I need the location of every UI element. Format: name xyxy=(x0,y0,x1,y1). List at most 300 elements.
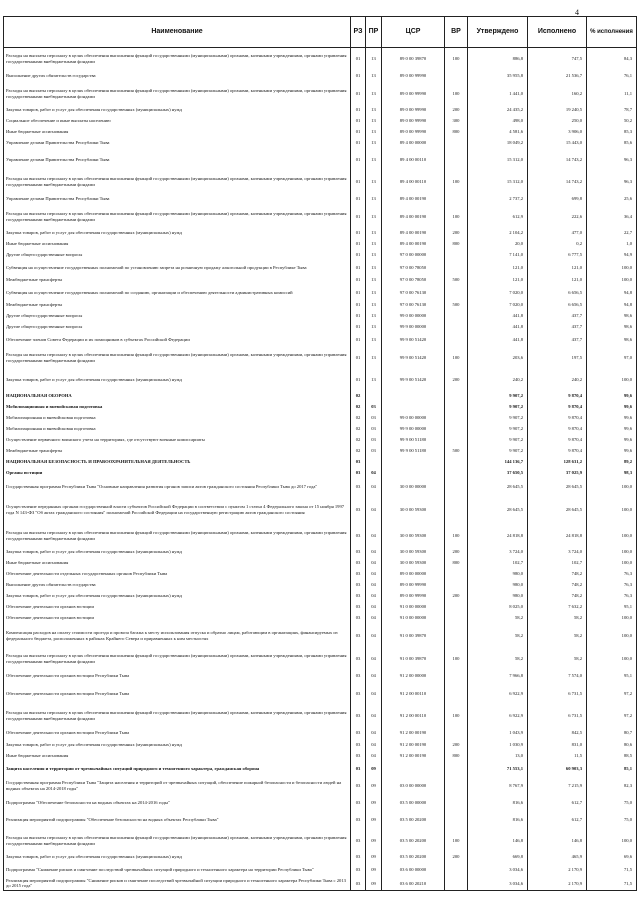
cell-approved: 886,8 xyxy=(468,48,528,70)
cell-executed: 58,2 xyxy=(528,648,587,670)
cell-csr: 03 0 00 00000 xyxy=(382,776,445,796)
cell-csr: 99 9 00 51420 xyxy=(382,333,445,347)
cell-approved: 9 907,2 xyxy=(468,413,528,424)
cell-percent: 22,7 xyxy=(587,228,637,239)
cell-rz: 03 xyxy=(351,602,366,613)
cell-vr xyxy=(445,613,468,624)
cell-percent: 84,3 xyxy=(587,48,637,70)
cell-percent: 11,1 xyxy=(587,83,637,105)
table-row xyxy=(4,796,637,810)
table-row xyxy=(4,171,637,193)
cell-name: НАЦИОНАЛЬНАЯ БЕЗОПАСНОСТЬ И ПРАВООХРАНИТЕЛЬНАЯ ДЕЯТЕЛЬНОСТЬ xyxy=(4,457,351,468)
cell-approved: 1 043,9 xyxy=(468,727,528,740)
table-row xyxy=(4,591,637,602)
cell-approved: 816,6 xyxy=(468,796,528,810)
cell-vr xyxy=(445,762,468,776)
cell-rz: 03 xyxy=(351,624,366,648)
cell-name: Компенсация расходов на оплату стоимости проезда и провоза багажа к месту использования отпуска и обратно лицам, работающим в организациях, финансируемых из федерального бюджета, расположенных в районах Крайнего Севера и приравненных к ним местностях xyxy=(4,624,351,648)
cell-vr xyxy=(445,250,468,261)
cell-name: Государственная программа Республики Тыва "Защита населения и территорий от чрезвычайных ситуаций, обеспечение пожарной безопасности и безопасности людей на водных объектах на 2014-2018 годы" xyxy=(4,776,351,796)
table-row xyxy=(4,479,637,495)
table-row xyxy=(4,468,637,479)
cell-vr xyxy=(445,877,468,891)
cell-vr xyxy=(445,322,468,333)
cell-name: Обеспечение деятельности органов юстиции xyxy=(4,602,351,613)
cell-vr: 200 xyxy=(445,852,468,863)
cell-rz: 01 xyxy=(351,171,366,193)
table-row xyxy=(4,877,637,891)
table-row xyxy=(4,863,637,877)
cell-approved: 3 034,6 xyxy=(468,877,528,891)
cell-executed: 3 724,0 xyxy=(528,547,587,558)
table-row xyxy=(4,250,637,261)
cell-pr: 09 xyxy=(366,852,382,863)
table-row xyxy=(4,705,637,727)
cell-pr: 09 xyxy=(366,796,382,810)
cell-vr xyxy=(445,602,468,613)
cell-name: Социальное обеспечение и иные выплаты населению xyxy=(4,116,351,127)
cell-approved: 498,0 xyxy=(468,116,528,127)
cell-csr: 91 2 00 00190 xyxy=(382,740,445,751)
table-row xyxy=(4,830,637,852)
cell-percent: 98,6 xyxy=(587,333,637,347)
table-row xyxy=(4,569,637,580)
cell-executed: 37 025,9 xyxy=(528,468,587,479)
cell-percent: 94,8 xyxy=(587,300,637,311)
header-name: Наименование xyxy=(4,17,351,48)
cell-pr: 03 xyxy=(366,435,382,446)
cell-rz: 03 xyxy=(351,762,366,776)
cell-percent: 25,6 xyxy=(587,193,637,206)
cell-approved: 1 441,0 xyxy=(468,83,528,105)
cell-pr: 04 xyxy=(366,580,382,591)
cell-vr: 100 xyxy=(445,206,468,228)
table-row xyxy=(4,261,637,275)
table-row xyxy=(4,495,637,525)
header-approved: Утверждено xyxy=(468,17,528,48)
cell-rz: 01 xyxy=(351,250,366,261)
cell-csr: 91 0 00 39870 xyxy=(382,648,445,670)
cell-pr: 13 xyxy=(366,239,382,250)
cell-name: Расходы на выплаты персоналу в целях обеспечения выполнения функций государственными (муниципальными) органами, казенными учреждениями, органами управления государственными внебюджетными фондами xyxy=(4,648,351,670)
cell-approved: 18 049,2 xyxy=(468,138,528,149)
cell-percent: 97,2 xyxy=(587,705,637,727)
cell-name: Государственная программа Республики Тыва "Основные направления развития органов записи актов гражданского состояния Республики Тыва до 2017 года" xyxy=(4,479,351,495)
cell-executed: 14 743,2 xyxy=(528,149,587,171)
cell-vr: 100 xyxy=(445,525,468,547)
cell-percent: 76,3 xyxy=(587,591,637,602)
cell-vr xyxy=(445,580,468,591)
cell-csr: 97 0 00 78050 xyxy=(382,261,445,275)
cell-vr: 100 xyxy=(445,48,468,70)
cell-executed: 3 906,0 xyxy=(528,127,587,138)
cell-approved: 816,6 xyxy=(468,810,528,830)
cell-rz: 03 xyxy=(351,796,366,810)
cell-csr: 89 0 00 99990 xyxy=(382,83,445,105)
table-row xyxy=(4,776,637,796)
cell-percent: 76,1 xyxy=(587,70,637,83)
cell-executed: 102,7 xyxy=(528,558,587,569)
cell-percent: 97,2 xyxy=(587,683,637,705)
cell-percent: 89,2 xyxy=(587,457,637,468)
cell-vr xyxy=(445,569,468,580)
cell-vr xyxy=(445,727,468,740)
cell-approved: 612,9 xyxy=(468,206,528,228)
table-row xyxy=(4,239,637,250)
cell-rz: 01 xyxy=(351,127,366,138)
cell-rz: 01 xyxy=(351,347,366,369)
cell-approved: 2 737,2 xyxy=(468,193,528,206)
cell-percent: 100,0 xyxy=(587,479,637,495)
table-row xyxy=(4,558,637,569)
cell-approved: 3 034,6 xyxy=(468,863,528,877)
cell-pr: 04 xyxy=(366,468,382,479)
cell-percent: 98,6 xyxy=(587,322,637,333)
cell-percent: 71,5 xyxy=(587,863,637,877)
cell-csr: 89 0 00 39870 xyxy=(382,48,445,70)
cell-csr: 03 5 00 00000 xyxy=(382,796,445,810)
cell-name: Расходы на выплаты персоналу в целях обеспечения выполнения функций государственными (муниципальными) органами, казенными учреждениями, органами управления государственными внебюджетными фондами xyxy=(4,705,351,727)
cell-pr: 13 xyxy=(366,261,382,275)
cell-executed: 748,2 xyxy=(528,569,587,580)
cell-name: Защита населения и территории от чрезвычайных ситуаций природного и техногенного характера, гражданская оборона xyxy=(4,762,351,776)
cell-name: Расходы на выплаты персоналу в целях обеспечения выполнения функций государственными (муниципальными) органами, казенными учреждениями, органами управления государственными внебюджетными фондами xyxy=(4,347,351,369)
cell-name: Межбюджетные трансферты xyxy=(4,446,351,457)
cell-rz: 03 xyxy=(351,468,366,479)
cell-pr: 03 xyxy=(366,424,382,435)
table-row xyxy=(4,762,637,776)
cell-csr: 97 0 00 00000 xyxy=(382,250,445,261)
cell-rz: 03 xyxy=(351,648,366,670)
table-row xyxy=(4,457,637,468)
cell-approved: 144 136,7 xyxy=(468,457,528,468)
cell-name: Обеспечение деятельности органов юстиции Республики Тыва xyxy=(4,683,351,705)
cell-csr: 99 9 00 51180 xyxy=(382,446,445,457)
table-row xyxy=(4,424,637,435)
table-row xyxy=(4,413,637,424)
cell-executed: 6 731,5 xyxy=(528,683,587,705)
cell-name: Подпрограмма "Обеспечение безопасности на водных объектах на 2014-2016 годы" xyxy=(4,796,351,810)
cell-pr: 13 xyxy=(366,369,382,391)
cell-percent: 100,0 xyxy=(587,624,637,648)
cell-executed: 437,7 xyxy=(528,333,587,347)
cell-rz: 02 xyxy=(351,424,366,435)
cell-name: Мобилизационная и вневойсковая подготовка xyxy=(4,413,351,424)
cell-name: Реализация мероприятий подпрограммы "Снижение рисков и смягчение последствий чрезвычайной ситуации природного и техногенного характера Республики Тыва с 2013 до 2015 года" xyxy=(4,877,351,891)
cell-executed: 28 645,5 xyxy=(528,495,587,525)
cell-name: Реализация мероприятий подпрограммы "Обеспечение безопасности на водных объектах Республики Тыва" xyxy=(4,810,351,830)
cell-name: Управление делами Правительства Республики Тыва xyxy=(4,149,351,171)
cell-pr: 04 xyxy=(366,591,382,602)
cell-approved: 3 724,0 xyxy=(468,547,528,558)
cell-rz: 01 xyxy=(351,116,366,127)
cell-vr xyxy=(445,495,468,525)
cell-executed: 7 215,9 xyxy=(528,776,587,796)
cell-percent: 99,6 xyxy=(587,435,637,446)
cell-rz: 03 xyxy=(351,810,366,830)
cell-csr: 30 0 00 00000 xyxy=(382,479,445,495)
cell-rz: 01 xyxy=(351,70,366,83)
cell-executed: 437,7 xyxy=(528,311,587,322)
cell-name: Субвенция на осуществление государственных полномочий по созданию, организации и обеспечению деятельности административных комиссий xyxy=(4,286,351,300)
cell-vr: 100 xyxy=(445,83,468,105)
cell-executed: 477,0 xyxy=(528,228,587,239)
cell-approved: 121,0 xyxy=(468,275,528,286)
cell-vr xyxy=(445,810,468,830)
cell-percent: 100,0 xyxy=(587,547,637,558)
cell-pr: 04 xyxy=(366,479,382,495)
cell-name: Закупка товаров, работ и услуг для обеспечения государственных (муниципальных) нужд xyxy=(4,852,351,863)
cell-name: Иные бюджетные ассигнования xyxy=(4,127,351,138)
cell-approved: 980,0 xyxy=(468,591,528,602)
cell-approved: 2 104,2 xyxy=(468,228,528,239)
cell-pr: 13 xyxy=(366,149,382,171)
cell-rz: 01 xyxy=(351,261,366,275)
cell-rz: 03 xyxy=(351,776,366,796)
cell-rz: 03 xyxy=(351,852,366,863)
cell-name: Иные бюджетные ассигнования xyxy=(4,558,351,569)
cell-vr: 500 xyxy=(445,300,468,311)
cell-rz: 01 xyxy=(351,300,366,311)
cell-vr: 100 xyxy=(445,347,468,369)
cell-pr: 04 xyxy=(366,648,382,670)
cell-vr xyxy=(445,457,468,468)
table-row xyxy=(4,83,637,105)
cell-rz: 03 xyxy=(351,558,366,569)
table-row xyxy=(4,322,637,333)
cell-executed: 121,0 xyxy=(528,261,587,275)
table-row xyxy=(4,70,637,83)
cell-csr: 03 5 00 20200 xyxy=(382,810,445,830)
cell-vr xyxy=(445,683,468,705)
cell-percent: 96,3 xyxy=(587,149,637,171)
cell-csr: 97 0 00 78050 xyxy=(382,275,445,286)
cell-vr xyxy=(445,333,468,347)
table-row xyxy=(4,670,637,683)
cell-executed: 831,0 xyxy=(528,740,587,751)
cell-percent: 94,8 xyxy=(587,286,637,300)
cell-executed: 14 743,2 xyxy=(528,171,587,193)
cell-rz: 01 xyxy=(351,105,366,116)
cell-csr: 99 9 00 51420 xyxy=(382,347,445,369)
table-row xyxy=(4,116,637,127)
cell-percent: 88,5 xyxy=(587,751,637,762)
cell-name: Иные бюджетные ассигнования xyxy=(4,239,351,250)
cell-csr: 89 4 00 00110 xyxy=(382,149,445,171)
cell-csr: 89 0 00 99990 xyxy=(382,70,445,83)
cell-executed: 612,7 xyxy=(528,796,587,810)
cell-percent: 96,3 xyxy=(587,171,637,193)
cell-rz: 02 xyxy=(351,446,366,457)
cell-approved: 58,2 xyxy=(468,648,528,670)
cell-percent: 100,0 xyxy=(587,558,637,569)
cell-rz: 01 xyxy=(351,149,366,171)
cell-rz: 01 xyxy=(351,48,366,70)
cell-approved: 15 312,0 xyxy=(468,149,528,171)
cell-name: Межбюджетные трансферты xyxy=(4,300,351,311)
cell-vr xyxy=(445,413,468,424)
cell-pr: 13 xyxy=(366,83,382,105)
table-row xyxy=(4,333,637,347)
cell-csr: 89 0 00 99990 xyxy=(382,116,445,127)
cell-pr: 04 xyxy=(366,558,382,569)
cell-csr: 91 2 00 00190 xyxy=(382,727,445,740)
cell-percent: 100,0 xyxy=(587,613,637,624)
cell-csr: 30 0 00 59300 xyxy=(382,547,445,558)
cell-pr: 13 xyxy=(366,193,382,206)
header-pr: ПР xyxy=(366,17,382,48)
cell-csr: 91 0 00 00000 xyxy=(382,613,445,624)
cell-executed: 465,9 xyxy=(528,852,587,863)
cell-vr: 100 xyxy=(445,171,468,193)
cell-approved: 9 907,2 xyxy=(468,402,528,413)
cell-pr: 13 xyxy=(366,311,382,322)
cell-executed: 15 443,0 xyxy=(528,138,587,149)
table-row xyxy=(4,602,637,613)
cell-vr: 100 xyxy=(445,648,468,670)
cell-pr: 13 xyxy=(366,322,382,333)
cell-csr: 97 0 00 76130 xyxy=(382,300,445,311)
cell-csr xyxy=(382,391,445,402)
cell-rz: 02 xyxy=(351,413,366,424)
cell-rz: 03 xyxy=(351,705,366,727)
cell-rz: 03 xyxy=(351,751,366,762)
cell-csr: 30 0 00 59300 xyxy=(382,495,445,525)
cell-vr xyxy=(445,286,468,300)
cell-pr: 09 xyxy=(366,810,382,830)
cell-approved: 7 966,8 xyxy=(468,670,528,683)
table-row xyxy=(4,435,637,446)
cell-pr: 03 xyxy=(366,413,382,424)
cell-csr: 99 9 00 51420 xyxy=(382,369,445,391)
cell-vr: 800 xyxy=(445,751,468,762)
cell-name: Иные бюджетные ассигнования xyxy=(4,751,351,762)
cell-csr: 89 0 00 99990 xyxy=(382,127,445,138)
cell-rz: 03 xyxy=(351,525,366,547)
cell-csr: 99 9 00 00000 xyxy=(382,322,445,333)
cell-vr xyxy=(445,479,468,495)
cell-name: Выполнение других обязательств государства xyxy=(4,70,351,83)
cell-pr: 09 xyxy=(366,776,382,796)
page-number: 4 xyxy=(575,8,579,17)
cell-name: НАЦИОНАЛЬНАЯ ОБОРОНА xyxy=(4,391,351,402)
cell-name: Обеспечение деятельности органов юстиции Республики Тыва xyxy=(4,670,351,683)
cell-vr xyxy=(445,261,468,275)
cell-name: Другие общегосударственные вопросы xyxy=(4,311,351,322)
cell-pr: 04 xyxy=(366,727,382,740)
cell-executed: 699,8 xyxy=(528,193,587,206)
cell-vr: 300 xyxy=(445,116,468,127)
cell-rz: 03 xyxy=(351,863,366,877)
table-header-row xyxy=(4,17,637,48)
cell-percent: 100,0 xyxy=(587,525,637,547)
cell-pr: 04 xyxy=(366,495,382,525)
cell-executed: 60 903,3 xyxy=(528,762,587,776)
cell-percent: 100,0 xyxy=(587,648,637,670)
cell-approved: 203,6 xyxy=(468,347,528,369)
cell-vr: 100 xyxy=(445,830,468,852)
cell-executed: 0,2 xyxy=(528,239,587,250)
cell-csr: 91 2 00 00110 xyxy=(382,683,445,705)
cell-rz: 03 xyxy=(351,457,366,468)
cell-name: Управление делами Правительства Республики Тыва xyxy=(4,138,351,149)
cell-executed: 58,2 xyxy=(528,613,587,624)
cell-percent: 85,6 xyxy=(587,138,637,149)
cell-rz: 01 xyxy=(351,275,366,286)
cell-csr: 89 4 00 00190 xyxy=(382,228,445,239)
cell-approved: 8 767,9 xyxy=(468,776,528,796)
cell-percent: 75,0 xyxy=(587,796,637,810)
table-body xyxy=(4,48,637,891)
cell-approved: 980,0 xyxy=(468,580,528,591)
cell-percent: 80,7 xyxy=(587,727,637,740)
cell-percent: 100,0 xyxy=(587,261,637,275)
cell-csr: 30 0 00 59300 xyxy=(382,558,445,569)
cell-executed: 9 870,4 xyxy=(528,424,587,435)
cell-percent: 99,6 xyxy=(587,402,637,413)
table-row xyxy=(4,311,637,322)
cell-vr: 100 xyxy=(445,705,468,727)
cell-approved: 980,0 xyxy=(468,569,528,580)
cell-csr: 99 0 00 00000 xyxy=(382,413,445,424)
cell-approved: 13,0 xyxy=(468,751,528,762)
table-row xyxy=(4,852,637,863)
table-row xyxy=(4,286,637,300)
cell-csr: 89 4 00 00190 xyxy=(382,193,445,206)
cell-executed: 9 870,4 xyxy=(528,402,587,413)
cell-executed: 6 656,5 xyxy=(528,286,587,300)
cell-pr: 13 xyxy=(366,333,382,347)
table-row xyxy=(4,648,637,670)
cell-executed: 6 731,5 xyxy=(528,705,587,727)
cell-vr: 200 xyxy=(445,105,468,116)
cell-vr: 500 xyxy=(445,446,468,457)
cell-approved: 9 907,2 xyxy=(468,446,528,457)
cell-approved: 4 581,6 xyxy=(468,127,528,138)
cell-rz: 01 xyxy=(351,286,366,300)
table-row xyxy=(4,48,637,70)
cell-csr: 89 4 00 00190 xyxy=(382,239,445,250)
cell-rz: 03 xyxy=(351,877,366,891)
cell-approved: 9 907,2 xyxy=(468,424,528,435)
cell-approved: 6 922,9 xyxy=(468,705,528,727)
cell-percent: 80,6 xyxy=(587,740,637,751)
cell-pr: 13 xyxy=(366,171,382,193)
table-row xyxy=(4,751,637,762)
cell-vr xyxy=(445,424,468,435)
cell-pr: 04 xyxy=(366,602,382,613)
cell-csr: 91 2 00 00000 xyxy=(382,670,445,683)
cell-pr xyxy=(366,457,382,468)
cell-csr: 89 4 00 00190 xyxy=(382,206,445,228)
cell-vr xyxy=(445,70,468,83)
cell-vr: 200 xyxy=(445,740,468,751)
cell-csr: 03 6 00 20210 xyxy=(382,877,445,891)
cell-vr xyxy=(445,468,468,479)
cell-rz: 01 xyxy=(351,228,366,239)
cell-executed: 240,2 xyxy=(528,369,587,391)
table-row xyxy=(4,580,637,591)
cell-approved: 20,0 xyxy=(468,239,528,250)
cell-approved: 28 645,5 xyxy=(468,479,528,495)
cell-percent: 100,0 xyxy=(587,369,637,391)
cell-approved: 102,7 xyxy=(468,558,528,569)
cell-executed: 9 870,4 xyxy=(528,435,587,446)
cell-approved: 9 907,2 xyxy=(468,435,528,446)
cell-name: Подпрограмма "Снижение рисков и смягчение последствий чрезвычайных ситуаций природного и техногенного характера на территории Республики Тыва" xyxy=(4,863,351,877)
cell-approved: 24 818,8 xyxy=(468,525,528,547)
cell-pr: 13 xyxy=(366,138,382,149)
